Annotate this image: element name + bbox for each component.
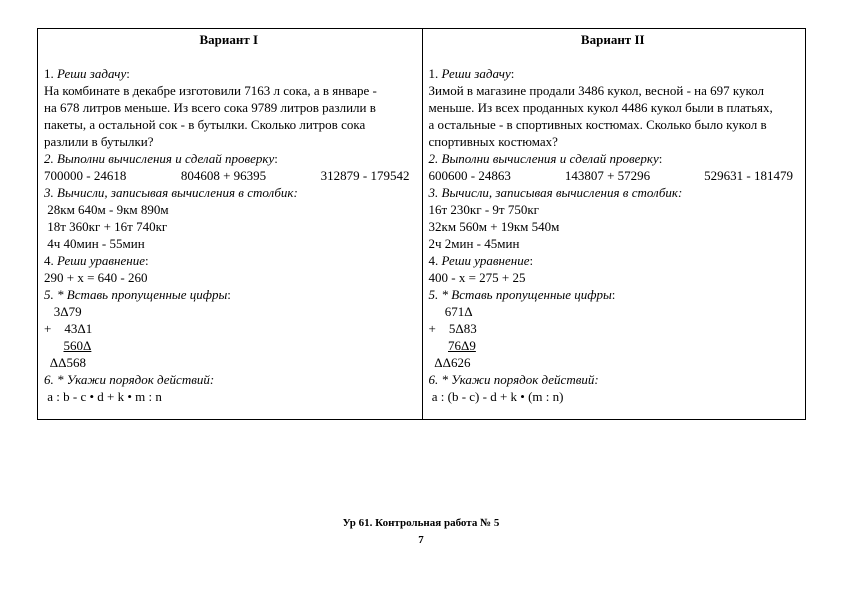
task-2-expr-a: 700000 - 24618 — [44, 168, 127, 183]
task-3-expr-c: 4ч 40мин - 55мин — [44, 236, 145, 251]
worksheet-table — [37, 28, 806, 420]
task-1-line-3: а остальные - в спортивных костюмах. Сколько было кукол в — [428, 117, 767, 132]
task-2-expressions — [44, 167, 414, 184]
task-2-expr-c: 529631 - 181479 — [704, 168, 793, 183]
task-2-expr-b: 804608 + 96395 — [180, 168, 267, 183]
task-4-heading: 4. Реши уравнение: — [44, 253, 149, 268]
task-2-expressions — [429, 167, 798, 184]
task-1-line-1: Зимой в магазине продали 3486 кукол, весной - на 697 кукол — [428, 83, 764, 98]
task-1-heading: 1. Реши задачу: — [428, 66, 515, 81]
task-5-heading: 5. * Вставь пропущенные цифры: — [428, 287, 616, 302]
task-3-expr-b: 18т 360кг + 16т 740кг — [44, 219, 168, 234]
task-5-line-c: 560Δ — [63, 338, 92, 353]
task-5-line-b: + 43Δ1 — [44, 321, 93, 336]
task-2-heading: 2. Выполни вычисления и сделай проверку: — [428, 151, 663, 166]
task-3-heading: 3. Вычисли, записывая вычисления в столбик: — [428, 185, 683, 200]
task-6-heading: 6. * Укажи порядок действий: — [44, 372, 215, 387]
task-1-line-2: меньше. Из всех проданных кукол 4486 кукол были в платьях, — [428, 100, 773, 115]
task-4-equation: 400 - х = 275 + 25 — [428, 270, 526, 285]
task-4-heading: 4. Реши уравнение: — [428, 253, 534, 268]
task-1-line-1: На комбинате в декабре изготовили 7163 л сока, а в январе - — [44, 83, 377, 98]
task-2-expr-b: 143807 + 57296 — [564, 168, 651, 183]
task-5-line-a: 3Δ79 — [44, 304, 82, 319]
task-6-expression: a : b - c • d + k • m : n — [44, 389, 162, 404]
task-2-expr-a: 600600 - 24863 — [428, 168, 511, 183]
task-6-heading: 6. * Укажи порядок действий: — [428, 372, 599, 387]
lesson-caption: Ур 61. Контрольная работа № 5 — [342, 517, 500, 529]
variant-1-column — [38, 29, 422, 419]
variant-2-column — [422, 29, 806, 419]
task-2-expr-c: 312879 - 179542 — [320, 168, 410, 183]
task-6-expression: a : (b - c) - d + k • (m : n) — [428, 389, 564, 404]
task-1-line-4: спортивных костюмах? — [428, 134, 558, 149]
task-1-line-3: пакеты, а остальной сок - в бутылки. Сколько литров сока — [44, 117, 366, 132]
task-3-expr-a: 16т 230кг - 9т 750кг — [428, 202, 539, 217]
task-5-line-b: + 5Δ83 — [428, 321, 477, 336]
task-2-heading: 2. Выполни вычисления и сделай проверку: — [44, 151, 278, 166]
variant-1-title: Вариант I — [199, 32, 259, 47]
task-5-heading: 5. * Вставь пропущенные цифры: — [44, 287, 231, 302]
page-number: 7 — [418, 534, 424, 546]
task-5-line-d: ΔΔ626 — [428, 355, 471, 370]
task-5-line-c: 76Δ9 — [448, 338, 476, 353]
task-4-equation: 290 + х = 640 - 260 — [44, 270, 148, 285]
task-1-line-2: на 678 литров меньше. Из всего сока 9789 литров разлили в — [44, 100, 376, 115]
task-3-expr-b: 32км 560м + 19км 540м — [428, 219, 560, 234]
task-5-line-a: 671Δ — [428, 304, 473, 319]
task-3-heading: 3. Вычисли, записывая вычисления в столбик: — [44, 185, 298, 200]
variant-2-title: Вариант II — [580, 32, 645, 47]
task-5-line-d: ΔΔ568 — [44, 355, 87, 370]
task-1-heading: 1. Реши задачу: — [44, 66, 130, 81]
task-3-expr-c: 2ч 2мин - 45мин — [428, 236, 520, 251]
task-1-line-4: разлили в бутылки? — [44, 134, 154, 149]
task-3-expr-a: 28км 640м - 9км 890м — [44, 202, 169, 217]
